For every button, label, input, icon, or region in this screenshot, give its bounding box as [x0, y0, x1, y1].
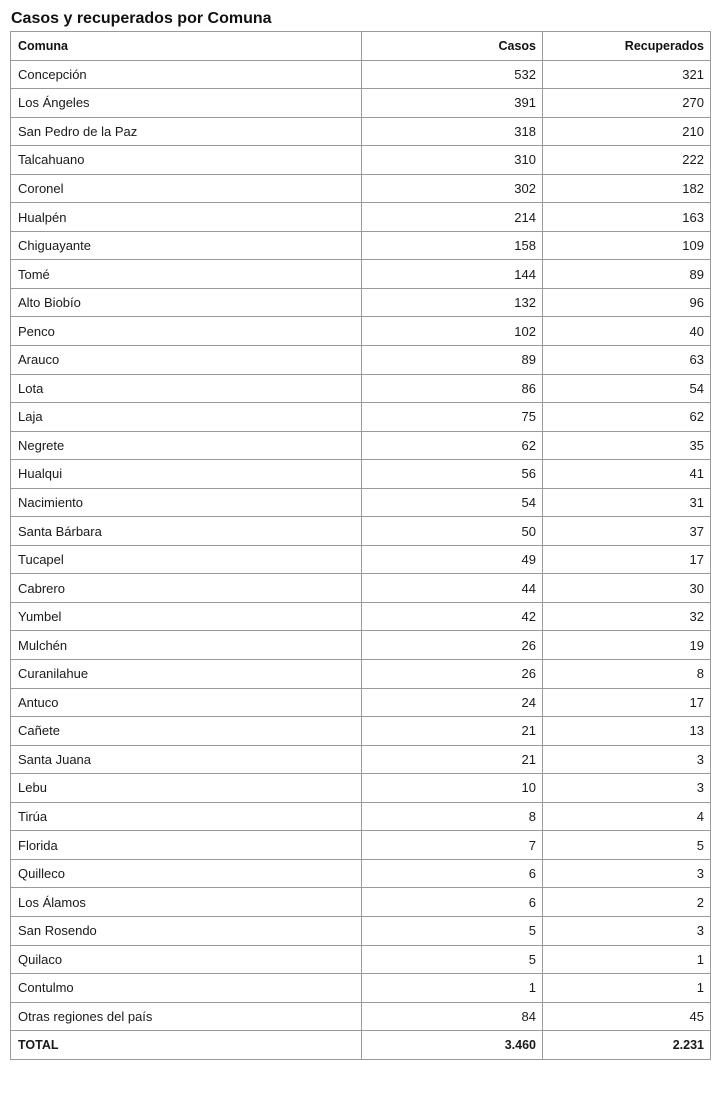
cell-recuperados: 30 — [543, 574, 711, 603]
cell-comuna: Arauco — [11, 346, 362, 375]
cell-recuperados: 37 — [543, 517, 711, 546]
cell-recuperados: 3 — [543, 859, 711, 888]
table-row — [11, 146, 711, 175]
cases-table — [10, 31, 711, 1060]
table-row — [11, 745, 711, 774]
cell-casos: 532 — [362, 60, 543, 89]
cell-recuperados: 62 — [543, 403, 711, 432]
cell-casos: 391 — [362, 89, 543, 118]
cell-comuna: Santa Juana — [11, 745, 362, 774]
total-label: TOTAL — [11, 1031, 362, 1060]
cell-comuna: Curanilahue — [11, 660, 362, 689]
cell-casos: 42 — [362, 602, 543, 631]
cell-casos: 6 — [362, 888, 543, 917]
cell-comuna: Quilaco — [11, 945, 362, 974]
table-row — [11, 660, 711, 689]
cell-recuperados: 163 — [543, 203, 711, 232]
cell-casos: 21 — [362, 717, 543, 746]
cell-casos: 44 — [362, 574, 543, 603]
cell-comuna: Talcahuano — [11, 146, 362, 175]
cell-casos: 102 — [362, 317, 543, 346]
cell-comuna: Chiguayante — [11, 231, 362, 260]
cell-recuperados: 32 — [543, 602, 711, 631]
cell-recuperados: 31 — [543, 488, 711, 517]
table-row — [11, 602, 711, 631]
cell-comuna: Tomé — [11, 260, 362, 289]
cell-comuna: Antuco — [11, 688, 362, 717]
cell-comuna: Florida — [11, 831, 362, 860]
table-row — [11, 688, 711, 717]
cell-recuperados: 270 — [543, 89, 711, 118]
cell-recuperados: 1 — [543, 945, 711, 974]
cell-recuperados: 17 — [543, 545, 711, 574]
cell-casos: 6 — [362, 859, 543, 888]
cell-recuperados: 41 — [543, 460, 711, 489]
cell-comuna: Otras regiones del país — [11, 1002, 362, 1031]
table-row — [11, 231, 711, 260]
total-recuperados: 2.231 — [543, 1031, 711, 1060]
cell-casos: 158 — [362, 231, 543, 260]
cell-casos: 21 — [362, 745, 543, 774]
table-row — [11, 774, 711, 803]
cell-casos: 84 — [362, 1002, 543, 1031]
table-row — [11, 945, 711, 974]
cell-casos: 214 — [362, 203, 543, 232]
cell-recuperados: 40 — [543, 317, 711, 346]
cell-recuperados: 89 — [543, 260, 711, 289]
table-row — [11, 431, 711, 460]
cell-recuperados: 3 — [543, 916, 711, 945]
cell-comuna: Tirúa — [11, 802, 362, 831]
cell-comuna: Yumbel — [11, 602, 362, 631]
cell-comuna: Laja — [11, 403, 362, 432]
table-row — [11, 374, 711, 403]
cell-casos: 62 — [362, 431, 543, 460]
cell-recuperados: 210 — [543, 117, 711, 146]
table-row — [11, 545, 711, 574]
cell-recuperados: 17 — [543, 688, 711, 717]
table-row — [11, 260, 711, 289]
cases-table-container — [10, 31, 710, 1060]
cell-comuna: Alto Biobío — [11, 288, 362, 317]
table-row — [11, 802, 711, 831]
cell-casos: 5 — [362, 945, 543, 974]
cell-recuperados: 109 — [543, 231, 711, 260]
cell-casos: 310 — [362, 146, 543, 175]
cell-casos: 54 — [362, 488, 543, 517]
cell-recuperados: 96 — [543, 288, 711, 317]
page-title: Casos y recuperados por Comuna — [11, 10, 272, 27]
cell-comuna: Santa Bárbara — [11, 517, 362, 546]
cell-casos: 7 — [362, 831, 543, 860]
table-row — [11, 460, 711, 489]
table-row — [11, 974, 711, 1003]
cell-recuperados: 4 — [543, 802, 711, 831]
cell-comuna: Concepción — [11, 60, 362, 89]
table-row — [11, 317, 711, 346]
cell-casos: 5 — [362, 916, 543, 945]
table-row — [11, 60, 711, 89]
table-row — [11, 717, 711, 746]
cell-casos: 318 — [362, 117, 543, 146]
cell-comuna: Los Ángeles — [11, 89, 362, 118]
cell-recuperados: 19 — [543, 631, 711, 660]
table-header-row — [11, 32, 711, 61]
cell-casos: 1 — [362, 974, 543, 1003]
table-row — [11, 631, 711, 660]
cell-casos: 10 — [362, 774, 543, 803]
cell-casos: 56 — [362, 460, 543, 489]
cell-recuperados: 3 — [543, 774, 711, 803]
table-row — [11, 403, 711, 432]
table-row — [11, 517, 711, 546]
cell-comuna: Coronel — [11, 174, 362, 203]
table-row — [11, 288, 711, 317]
table-body — [11, 60, 711, 1031]
cell-casos: 132 — [362, 288, 543, 317]
column-header-casos: Casos — [362, 32, 543, 61]
cell-recuperados: 2 — [543, 888, 711, 917]
cell-comuna: San Pedro de la Paz — [11, 117, 362, 146]
table-row — [11, 1002, 711, 1031]
total-casos: 3.460 — [362, 1031, 543, 1060]
table-row — [11, 117, 711, 146]
cell-comuna: Tucapel — [11, 545, 362, 574]
cell-comuna: Contulmo — [11, 974, 362, 1003]
cell-comuna: Cabrero — [11, 574, 362, 603]
cell-casos: 50 — [362, 517, 543, 546]
cell-recuperados: 1 — [543, 974, 711, 1003]
cell-comuna: Hualpén — [11, 203, 362, 232]
cell-comuna: Hualqui — [11, 460, 362, 489]
cell-casos: 75 — [362, 403, 543, 432]
cell-recuperados: 222 — [543, 146, 711, 175]
column-header-recuperados: Recuperados — [543, 32, 711, 61]
cell-recuperados: 13 — [543, 717, 711, 746]
cell-comuna: Quilleco — [11, 859, 362, 888]
cell-recuperados: 63 — [543, 346, 711, 375]
table-row — [11, 89, 711, 118]
cell-casos: 144 — [362, 260, 543, 289]
cell-comuna: Mulchén — [11, 631, 362, 660]
cell-comuna: Negrete — [11, 431, 362, 460]
cell-comuna: Penco — [11, 317, 362, 346]
table-row — [11, 574, 711, 603]
cell-comuna: Nacimiento — [11, 488, 362, 517]
cell-comuna: Lebu — [11, 774, 362, 803]
cell-casos: 26 — [362, 631, 543, 660]
cell-recuperados: 321 — [543, 60, 711, 89]
cell-comuna: Los Álamos — [11, 888, 362, 917]
cell-casos: 49 — [362, 545, 543, 574]
table-row — [11, 203, 711, 232]
table-row — [11, 916, 711, 945]
cell-casos: 302 — [362, 174, 543, 203]
cell-comuna: Lota — [11, 374, 362, 403]
cell-recuperados: 182 — [543, 174, 711, 203]
cell-recuperados: 5 — [543, 831, 711, 860]
table-row — [11, 831, 711, 860]
cell-casos: 89 — [362, 346, 543, 375]
table-row — [11, 888, 711, 917]
cell-casos: 24 — [362, 688, 543, 717]
table-row — [11, 174, 711, 203]
cell-recuperados: 45 — [543, 1002, 711, 1031]
cell-casos: 26 — [362, 660, 543, 689]
cell-recuperados: 35 — [543, 431, 711, 460]
cell-casos: 86 — [362, 374, 543, 403]
total-row — [11, 1031, 711, 1060]
table-row — [11, 346, 711, 375]
table-row — [11, 859, 711, 888]
table-row — [11, 488, 711, 517]
column-header-comuna: Comuna — [11, 32, 362, 61]
cell-recuperados: 8 — [543, 660, 711, 689]
cell-casos: 8 — [362, 802, 543, 831]
cell-recuperados: 3 — [543, 745, 711, 774]
cell-comuna: Cañete — [11, 717, 362, 746]
cell-comuna: San Rosendo — [11, 916, 362, 945]
cell-recuperados: 54 — [543, 374, 711, 403]
